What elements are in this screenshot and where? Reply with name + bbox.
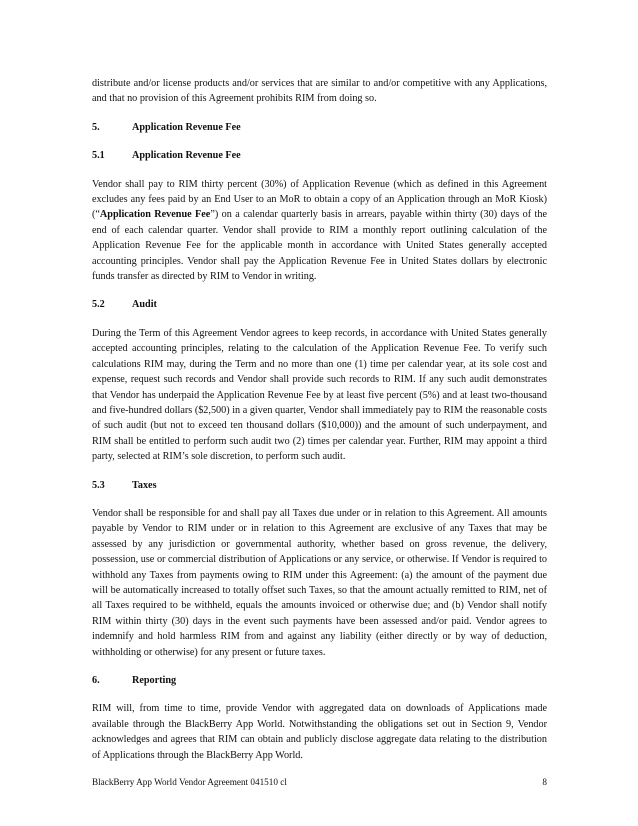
section-6-paragraph: RIM will, from time to time, provide Vendor with aggregated data on downloads of Applications made available through the BlackBerry App World. Notwithstanding the obligations set out in Section 9, Vendor acknowledges and agrees that RIM can obtain and publicly disclose aggregate data relating to the distribution of Applications through the BlackBerry App World. (92, 703, 547, 761)
section-5-2-heading (92, 297, 547, 312)
section-number: 6. (92, 675, 100, 686)
section-title: Audit (132, 299, 157, 311)
section-5-3-heading (92, 478, 547, 493)
section-5-heading (92, 120, 547, 135)
section-number: 5.3 (92, 479, 105, 491)
section-6-heading (92, 673, 547, 688)
section-5-1-paragraph (92, 177, 547, 285)
section-5-3-paragraph: Vendor shall be responsible for and shall pay all Taxes due under or in relation to this Agreement. All amounts payable by Vendor to RIM under or in relation to this Agreement are exclusive of any Taxes that may be assessed by any jurisdiction or governmental authority, whether based on gross revenue, the delivery, possession, use or commercial distribution of Applications or any service, or otherwise. If Vendor is required to withhold any Taxes from payments owing to RIM under this Agreement: (a) the amount of the payment due will be automatically increased to totally offset such Taxes, so that the amount actually remitted to RIM, net of all Taxes required to be withheld, equals the amounts invoiced or otherwise due; and (b) Vendor shall notify RIM within thirty (30) days in the event such payments have been assessed and/or paid. Vendor agrees to indemnify and hold harmless RIM from and against any liability (either directly or by way of deduction, withholding or otherwise) for any present or future taxes. (92, 507, 547, 658)
intro-paragraph: distribute and/or license products and/or services that are similar to and/or competitive with any Applications, and that no provision of this Agreement prohibits RIM from doing so. (92, 78, 547, 105)
section-title: Taxes (132, 479, 157, 491)
footer-page-number: 8 (542, 777, 547, 787)
section-number: 5. (92, 121, 100, 133)
page-footer (92, 776, 547, 788)
section-5-2-paragraph: During the Term of this Agreement Vendor agrees to keep records, in accordance with United States generally accepted accounting principles, relating to the calculation of the Application Revenue Fee. To verify such calculations RIM may, during the Term and no more than one (1) time per calendar year, at its sole cost and expense, request such records and Vendor shall provide such records to RIM. If any such audit demonstrates that Vendor has underpaid the Application Revenue Fee by at least five percent (5%) and at least two-thousand and five-hundred dollars ($2,500) in a given quarter, Vendor shall immediately pay to RIM the reasonable costs of such audit (but not to exceed ten thousand dollars ($10,000)) and the amount of such underpayment, and RIM shall be entitled to perform such audit two (2) times per calendar year. Further, RIM may appoint a third party, selected at RIM’s sole discretion, to perform such audit. (92, 327, 547, 463)
section-title: Reporting (132, 675, 177, 686)
section-number: 5.1 (92, 150, 105, 162)
defined-term: Application Revenue Fee (99, 209, 211, 221)
section-title: Application Revenue Fee (132, 150, 241, 162)
section-title: Application Revenue Fee (132, 121, 241, 133)
document-page (92, 76, 547, 763)
section-number: 5.2 (92, 299, 105, 311)
paragraph-text: ”) on a calendar quarterly basis in arrears, payable within thirty (30) days of the end of each calendar quarter. Vendor shall provide to RIM a monthly report outlining calculation of the Application Revenue Fee for the applicable month in accordance with United States generally accepted accounting principles. Vendor shall pay the Application Revenue Fee in United States dollars by electronic funds transfer as directed by RIM to Vendor in writing. (92, 209, 548, 283)
paragraph-text: Vendor shall pay to RIM thirty percent (30%) of Application Revenue (which as defined in this Agreement excludes any fees paid by an End User to an MoR to obtain a copy of an Application through an MoR Kiosk) (“ (92, 178, 547, 221)
footer-document-title: BlackBerry App World Vendor Agreement 041510 cl (92, 777, 287, 787)
section-5-1-heading (92, 148, 547, 163)
